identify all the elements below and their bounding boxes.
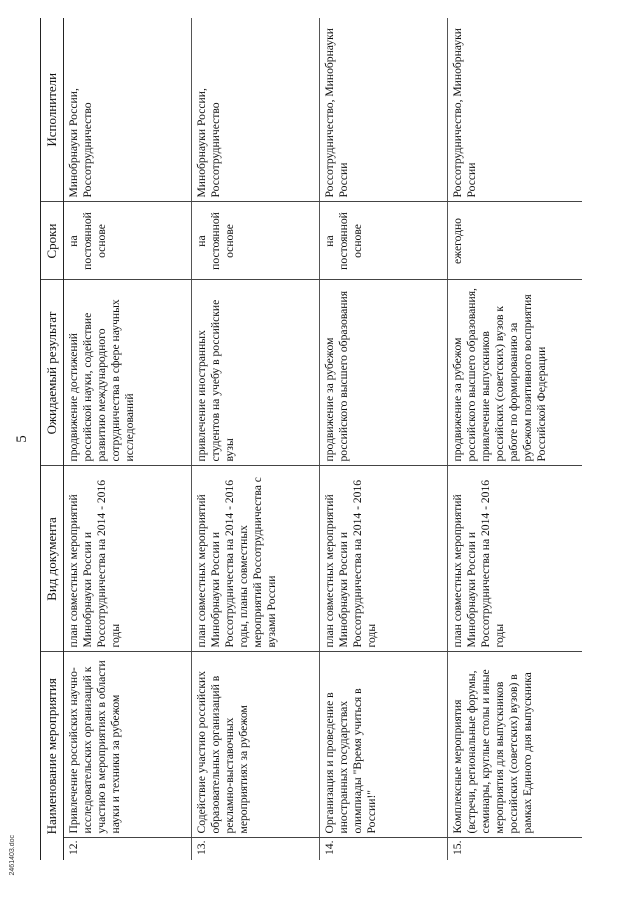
row-number: 12.	[67, 840, 80, 855]
row-term: на постоянной основе	[320, 202, 448, 280]
row-name: Содействие участию российских образовательных организаций в рекламно-выставочных мероприятиях за рубежом	[192, 652, 320, 838]
row-result: продвижение за рубежом российского высшего образования	[320, 280, 448, 466]
table-row	[64, 18, 192, 860]
row-executors: Россотрудничество, Минобрнауки России	[320, 18, 448, 202]
table-row	[448, 18, 582, 860]
row-number: 14.	[320, 838, 448, 860]
header-document: Вид документа	[41, 466, 64, 652]
row-number: 13.	[192, 838, 320, 860]
header-term: Сроки	[41, 202, 64, 280]
row-term: ежегодно	[448, 202, 582, 280]
table-row	[320, 18, 448, 860]
header-name: Наименование мероприятия	[41, 652, 64, 860]
table-header-row	[41, 18, 64, 860]
header-executors: Исполнители	[41, 18, 64, 202]
page-number: 5	[14, 435, 30, 443]
row-name: Привлечение российских научно-исследовательских организаций к участию в мероприятиях в области науки и техники за рубежом	[64, 652, 192, 838]
row-result: продвижение за рубежом российского высшего образования, привлечение выпускников российских (советских) вузов к работе по формированию за рубежом позитивного восприятия Российской Федерации	[448, 280, 582, 466]
row-executors: Минобрнауки России, Россотрудничество	[192, 18, 320, 202]
row-document: план совместных мероприятий Минобрнауки России и Россотрудничества на 2014 - 2016 годы	[320, 466, 448, 652]
row-name: Комплексные мероприятия (встречи, региональные форумы, семинары, круглые столы и иные мероприятия для выпускников российских (советских) вузов) в рамках Единого дня выпускника	[448, 652, 582, 838]
row-document: план совместных мероприятий Минобрнауки России и Россотрудничества на 2014 - 2016 годы	[64, 466, 192, 652]
rotated-page	[10, 18, 580, 860]
row-number: 15.	[448, 838, 582, 860]
row-document: план совместных мероприятий Минобрнауки России и Россотрудничества на 2014 - 2016 годы	[448, 466, 582, 652]
row-executors: Минобрнауки России, Россотрудничество	[64, 18, 192, 202]
row-result: продвижение достижений российской науки, содействие развитию международного сотрудничества в сфере научных исследований	[64, 280, 192, 466]
document-filename: 2461403.doc	[9, 835, 16, 876]
table-row	[192, 18, 320, 860]
row-term: на постоянной основе	[64, 202, 192, 280]
row-executors: Россотрудничество, Минобрнауки России	[448, 18, 582, 202]
row-term: на постоянной основе	[192, 202, 320, 280]
header-result: Ожидаемый результат	[41, 280, 64, 466]
row-document: план совместных мероприятий Минобрнауки России и Россотрудничества на 2014 - 2016 годы, планы совместных мероприятий Россотрудничества с вузами России	[192, 466, 320, 652]
row-name: Организация и проведение в иностранных государствах олимпиады "Время учиться в России!"	[320, 652, 448, 838]
row-result: привлечение иностранных студентов на учебу в российские вузы	[192, 280, 320, 466]
events-table	[40, 18, 582, 860]
